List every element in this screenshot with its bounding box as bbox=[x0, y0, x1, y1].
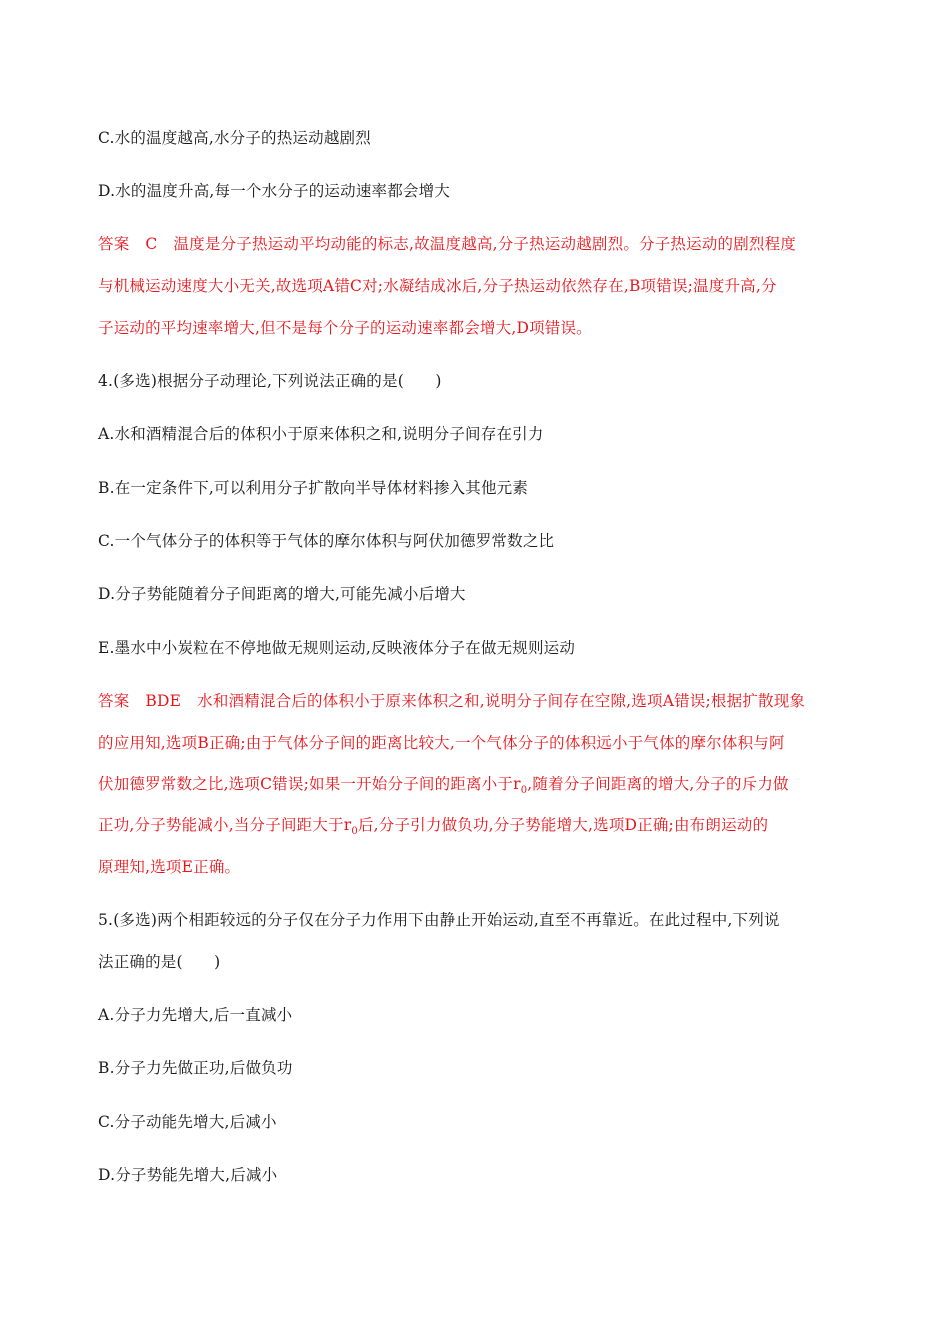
q4-option-e: E.墨水中小炭粒在不停地做无规则运动,反映液体分子在做无规则运动 bbox=[98, 639, 576, 657]
q4-option-d: D.分子势能随着分子间距离的增大,可能先减小后增大 bbox=[98, 585, 466, 603]
q3-option-d: D.水的温度升高,每一个水分子的运动速率都会增大 bbox=[98, 182, 451, 200]
q5-option-d: D.分子势能先增大,后减小 bbox=[98, 1166, 278, 1184]
answer-label: 答案 bbox=[98, 692, 130, 710]
subscript: 0 bbox=[351, 826, 358, 838]
q5-option-a: A.分子力先增大,后一直减小 bbox=[98, 1006, 293, 1024]
answer-label: 答案 bbox=[98, 235, 130, 253]
q5-option-b: B.分子力先做正功,后做负功 bbox=[98, 1059, 293, 1077]
answer-explanation: 温度是分子热运动平均动能的标志,故温度越高,分子热运动越剧烈。分子热运动的剧烈程度 bbox=[173, 235, 797, 253]
q3-answer-line-2: 与机械运动速度大小无关,故选项A错C对;水凝结成冰后,分子热运动依然存在,B项错误;温度升高,分 bbox=[98, 277, 777, 295]
q5-option-c: C.分子动能先增大,后减小 bbox=[98, 1113, 277, 1131]
explanation-text: 后,分子引力做负功,分子势能增大,选项D正确;由布朗运动的 bbox=[357, 816, 769, 834]
q4-option-a: A.水和酒精混合后的体积小于原来体积之和,说明分子间存在引力 bbox=[98, 425, 544, 443]
q3-answer-line-3: 子运动的平均速率增大,但不是每个分子的运动速率都会增大,D项错误。 bbox=[98, 319, 592, 337]
q4-answer-line-3 bbox=[98, 774, 858, 797]
answer-explanation: 水和酒精混合后的体积小于原来体积之和,说明分子间存在空隙,选项A错误;根据扩散现象 bbox=[197, 692, 806, 710]
q4-option-b: B.在一定条件下,可以利用分子扩散向半导体材料掺入其他元素 bbox=[98, 479, 529, 497]
explanation-text: 正功,分子势能减小,当分子间距大于r bbox=[98, 816, 352, 834]
explanation-text: ,随着分子间距离的增大,分子的斥力做 bbox=[527, 775, 789, 793]
q4-answer-line-4 bbox=[98, 815, 858, 838]
q5-stem-line-2: 法正确的是( ) bbox=[98, 953, 221, 971]
q5-stem-line-1: 5.(多选)两个相距较远的分子仅在分子力作用下由静止开始运动,直至不再靠近。在此过程中,下列说 bbox=[98, 911, 780, 929]
q3-option-c: C.水的温度越高,水分子的热运动越剧烈 bbox=[98, 129, 371, 147]
q4-answer-line-1 bbox=[98, 691, 858, 711]
q4-answer-line-5: 原理知,选项E正确。 bbox=[98, 858, 241, 876]
explanation-text: 伏加德罗常数之比,选项C错误;如果一开始分子间的距离小于r bbox=[98, 775, 521, 793]
answer-choice: BDE bbox=[145, 692, 182, 710]
q4-stem: 4.(多选)根据分子动理论,下列说法正确的是( ) bbox=[98, 372, 442, 390]
subscript: 0 bbox=[520, 785, 528, 797]
q4-option-c: C.一个气体分子的体积等于气体的摩尔体积与阿伏加德罗常数之比 bbox=[98, 532, 555, 550]
answer-choice: C bbox=[145, 235, 158, 253]
q3-answer-line-1 bbox=[98, 234, 858, 254]
q4-answer-line-2: 的应用知,选项B正确;由于气体分子间的距离比较大,一个气体分子的体积远小于气体的摩尔体积与阿 bbox=[98, 734, 785, 752]
